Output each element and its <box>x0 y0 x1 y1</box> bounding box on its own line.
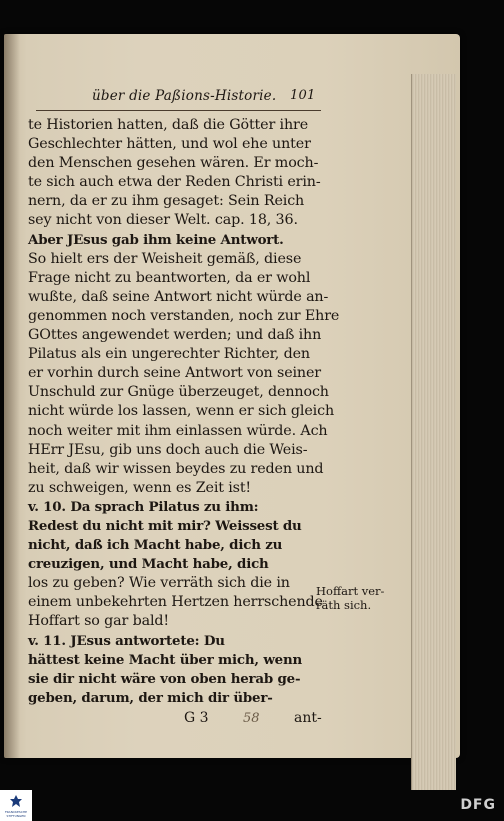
margin-note-line: Hoffart ver- <box>316 584 385 598</box>
text-line: er vorhin durch seine Antwort von seiner <box>28 365 321 382</box>
text-line-scripture: v. 11. JEsus antwortete: Du <box>28 632 225 649</box>
text-line: Hoffart so gar bald! <box>28 613 169 630</box>
text-line: GOttes angewendet werden; und daß ihn <box>28 327 322 344</box>
francke-emblem-icon <box>8 794 24 810</box>
margin-note <box>316 584 384 612</box>
text-line: Unschuld zur Gnüge überzeuget, dennoch <box>28 384 329 401</box>
text-line: te sich auch etwa der Reden Christi erin- <box>28 174 321 191</box>
body-text <box>28 116 340 708</box>
margin-note-line: räth sich. <box>316 598 372 612</box>
text-line-scripture: Redest du nicht mit mir? Weissest du <box>28 517 302 534</box>
text-line: genommen noch verstanden, noch zur Ehre <box>28 307 340 324</box>
text-line: sey nicht von dieser Welt. cap. 18, 36. <box>28 212 298 229</box>
page-edges <box>411 74 456 790</box>
text-line-scripture: creuzigen, und Macht habe, dich <box>28 556 269 573</box>
text-line: los zu geben? Wie verräth sich die in <box>28 575 290 592</box>
text-line: heit, daß wir wissen beydes zu reden und <box>28 460 324 477</box>
signature-mark: G 3 <box>184 710 209 726</box>
text-line: So hielt ers der Weisheit gemäß, diese <box>28 250 302 267</box>
signature-row <box>184 710 352 726</box>
text-line: nicht würde los lassen, wenn er sich gleich <box>28 403 335 420</box>
text-line: nern, da er zu ihm gesaget: Sein Reich <box>28 193 305 210</box>
text-line: einem unbekehrten Hertzen herrschende <box>28 594 323 611</box>
page-number: 101 <box>290 88 316 103</box>
text-line-scripture: sie dir nicht wäre von oben herab ge- <box>28 670 301 687</box>
text-line-scripture: nicht, daß ich Macht habe, dich zu <box>28 537 283 554</box>
book-page <box>4 34 460 758</box>
text-line-scripture: v. 10. Da sprach Pilatus zu ihm: <box>28 498 259 515</box>
pencil-mark: 58 <box>243 711 260 726</box>
dfg-logo: DFG <box>460 797 496 813</box>
text-line: Pilatus als ein ungerechter Richter, den <box>28 346 310 363</box>
text-line: Geschlechter hätten, und wol ehe unter <box>28 136 311 153</box>
text-line: den Menschen gesehen wären. Er moch- <box>28 155 319 172</box>
francke-logo <box>0 790 32 821</box>
spine-shadow <box>4 34 20 758</box>
text-line-scripture: Aber JEsus gab ihm keine Antwort. <box>28 231 284 248</box>
text-line: noch weiter mit ihm einlassen würde. Ach <box>28 422 328 439</box>
text-line: Frage nicht zu beantworten, da er wohl <box>28 269 311 286</box>
text-line: te Historien hatten, daß die Götter ihre <box>28 117 309 133</box>
text-line: zu schweigen, wenn es Zeit ist! <box>28 479 252 496</box>
logo-text: FRANCKESCHE STIFTUNGEN <box>4 810 28 818</box>
catchword: ant- <box>294 710 322 726</box>
text-line-scripture: hättest keine Macht über mich, wenn <box>28 651 303 668</box>
running-title: über die Paßions-Historie. <box>92 88 277 104</box>
running-head <box>28 84 328 108</box>
text-line: wußte, daß seine Antwort nicht würde an- <box>28 288 329 305</box>
text-block <box>28 84 340 706</box>
text-line: HErr JEsu, gib uns doch auch die Weis- <box>28 441 308 458</box>
head-rule <box>36 110 321 111</box>
text-line-scripture: geben, darum, der mich dir über- <box>28 689 273 706</box>
